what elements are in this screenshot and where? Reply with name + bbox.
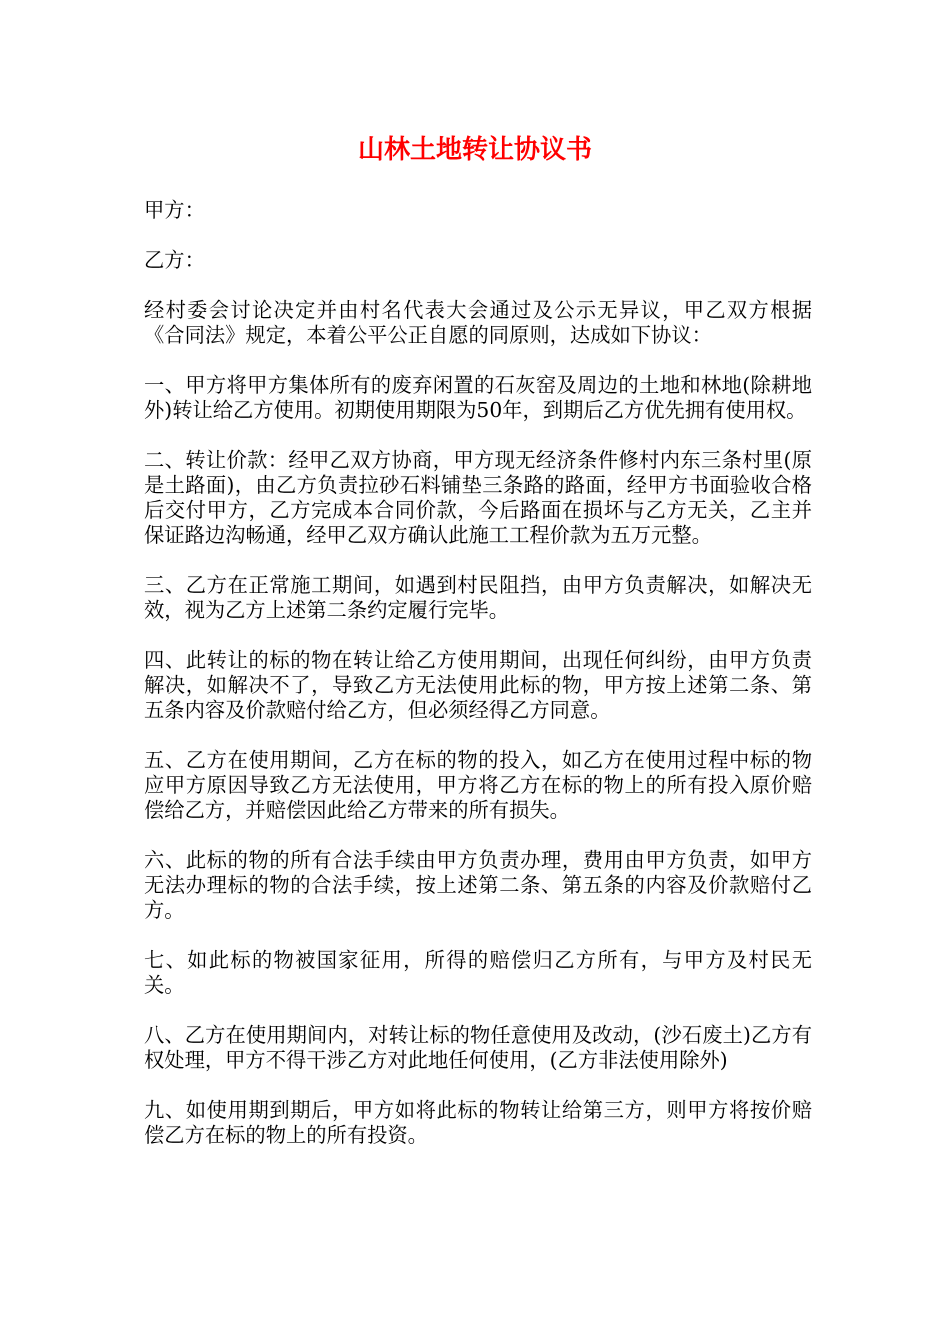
clause-7: 七、如此标的物被国家征用，所得的赔偿归乙方所有，与甲方及村民无关。 <box>144 948 812 997</box>
document-body <box>144 198 812 1173</box>
clause-4: 四、此转让的标的物在转让给乙方使用期间，出现任何纠纷，由甲方负责解决，如解决不了，导致乙方无法使用此标的物，甲方按上述第二条、第五条内容及价款赔付给乙方，但必须经得乙方同意。 <box>144 648 812 722</box>
clause-9: 九、如使用期到期后，甲方如将此标的物转让给第三方，则甲方将按价赔偿乙方在标的物上的所有投资。 <box>144 1098 812 1147</box>
clause-3: 三、乙方在正常施工期间，如遇到村民阻挡，由甲方负责解决，如解决无效，视为乙方上述第二条约定履行完毕。 <box>144 573 812 622</box>
party-a-line: 甲方： <box>144 198 205 222</box>
document-title: 山林土地转让协议书 <box>357 135 592 165</box>
clause-8: 八、乙方在使用期间内，对转让标的物任意使用及改动，(沙石废土)乙方有权处理，甲方不得干涉乙方对此地任何使用，(乙方非法使用除外) <box>144 1023 812 1072</box>
clause-5: 五、乙方在使用期间，乙方在标的物的投入，如乙方在使用过程中标的物应甲方原因导致乙方无法使用，甲方将乙方在标的物上的所有投入原价赔偿给乙方，并赔偿因此给乙方带来的所有损失。 <box>144 748 812 822</box>
clause-6: 六、此标的物的所有合法手续由甲方负责办理，费用由甲方负责，如甲方无法办理标的物的合法手续，按上述第二条、第五条的内容及价款赔付乙方。 <box>144 848 812 922</box>
clause-2: 二、转让价款：经甲乙双方协商，甲方现无经济条件修村内东三条村里(原是土路面)，由乙方负责拉砂石料铺垫三条路的路面，经甲方书面验收合格后交付甲方，乙方完成本合同价款，今后路面在损坏与乙方无关，乙主并保证路边沟畅通，经甲乙双方确认此施工工程价款为五万元整。 <box>144 448 812 547</box>
preamble-paragraph: 经村委会讨论决定并由村名代表大会通过及公示无异议，甲乙双方根据《合同法》规定，本着公平公正自愿的同原则，达成如下协议： <box>144 298 812 347</box>
clause-1: 一、甲方将甲方集体所有的废弃闲置的石灰窑及周边的土地和林地(除耕地外)转让给乙方使用。初期使用期限为50年，到期后乙方优先拥有使用权。 <box>144 373 812 422</box>
party-b-line: 乙方： <box>144 248 205 272</box>
